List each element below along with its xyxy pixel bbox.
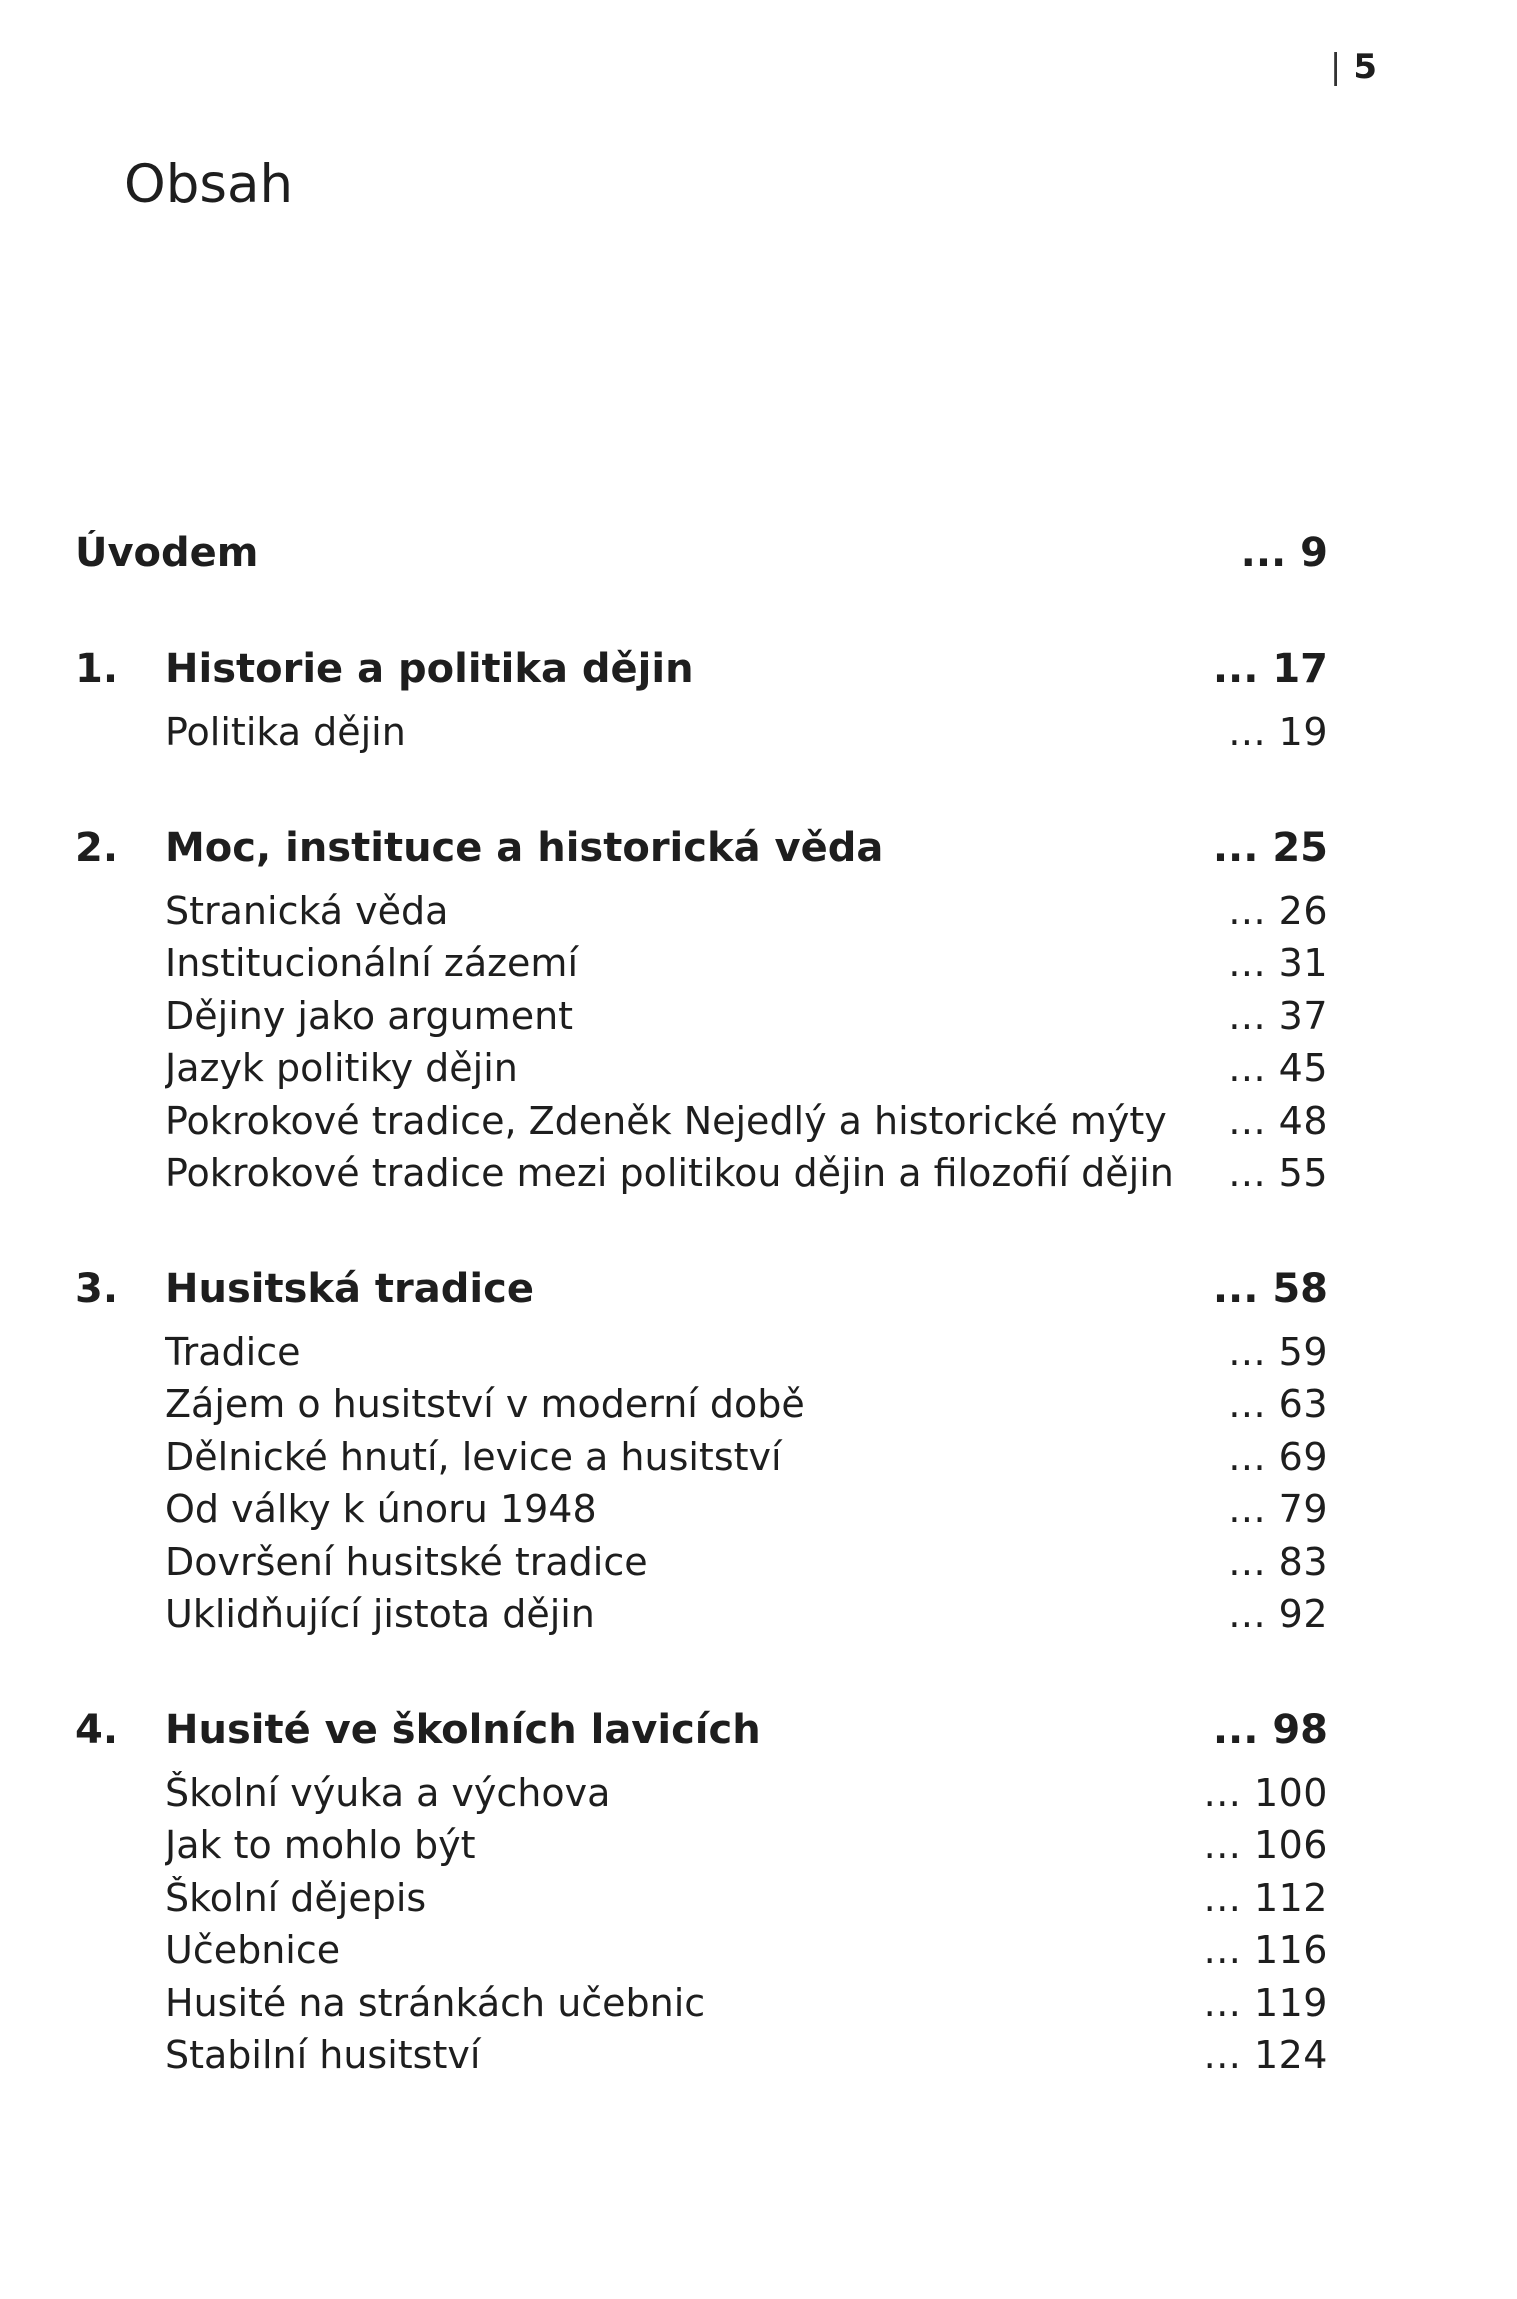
toc-chapter-block	[75, 825, 1328, 1204]
toc-chapter-number: 3.	[75, 1265, 119, 1312]
toc-section-page: ... 79	[1228, 1487, 1328, 1531]
toc-section-page: ... 37	[1228, 993, 1328, 1038]
toc-section-title: Dělnické hnutí, levice a husitství	[165, 1434, 782, 1479]
toc-chapter-page: ... 25	[1212, 824, 1328, 871]
toc-section-page: ... 119	[1203, 1980, 1328, 2025]
toc-section-entry	[75, 1099, 1328, 1152]
toc-section-entry	[75, 889, 1328, 942]
toc-section-page: ... 69	[1228, 1434, 1328, 1479]
toc-section-page: ... 92	[1228, 1592, 1328, 1636]
toc-section-entry	[75, 1771, 1328, 1824]
toc-chapter-title: Moc, instituce a historická věda	[165, 824, 884, 871]
toc-section-title: Dějiny jako argument	[165, 993, 574, 1038]
toc-chapter-entry	[75, 1707, 1328, 1765]
toc-chapter-title: Husitská tradice	[165, 1265, 534, 1312]
toc-section-page: ... 55	[1228, 1151, 1328, 1195]
toc-section-entry	[75, 1823, 1328, 1876]
toc-chapter-page: ... 17	[1212, 646, 1328, 692]
toc-chapter-page: ... 98	[1212, 1706, 1328, 1753]
toc-chapter-page: ... 58	[1212, 1265, 1328, 1312]
running-head	[1329, 47, 1377, 87]
toc-section-page: ... 83	[1228, 1539, 1328, 1584]
toc-section-entry	[75, 1540, 1328, 1593]
toc-section-title: Školní výuka a výchova	[165, 1770, 611, 1815]
toc-chapter-number: 2.	[75, 824, 119, 871]
toc-section-entry	[75, 1151, 1328, 1204]
toc-chapter-number: 4.	[75, 1706, 119, 1753]
toc-section-entry	[75, 1046, 1328, 1099]
toc-section-title: Jazyk politiky dějin	[165, 1046, 518, 1090]
toc-section-page: ... 106	[1203, 1823, 1328, 1867]
toc-section-title: Stranická věda	[165, 888, 449, 933]
toc-chapter-number: 1.	[75, 646, 119, 692]
page-title: Obsah	[124, 154, 294, 215]
toc-chapter-block	[75, 1707, 1328, 2086]
toc-section-page: ... 100	[1203, 1770, 1328, 1815]
toc-intro-page: ... 9	[1240, 530, 1328, 576]
toc-intro-title: Úvodem	[75, 530, 259, 576]
toc-section-title: Husité na stránkách učebnic	[165, 1980, 706, 2025]
toc-section-entry	[75, 1928, 1328, 1981]
toc-section-title: Od války k únoru 1948	[165, 1487, 597, 1531]
toc-section-page: ... 112	[1203, 1875, 1328, 1920]
toc-section-entry	[75, 710, 1328, 763]
toc-section-entry	[75, 994, 1328, 1047]
toc-section-title: Stabilní husitství	[165, 2033, 481, 2077]
toc-intro-entry	[75, 530, 1328, 586]
toc-chapter-title: Husité ve školních lavicích	[165, 1706, 761, 1753]
toc-chapter-block	[75, 1266, 1328, 1645]
toc-chapter-entry	[75, 1266, 1328, 1324]
toc-section-page: ... 124	[1203, 2033, 1328, 2077]
running-head-bar: |	[1329, 47, 1342, 87]
toc-section-title: Pokrokové tradice mezi politikou dějin a filozofií dějin	[165, 1151, 1174, 1195]
toc-section-entry	[75, 2033, 1328, 2086]
toc-section-page: ... 19	[1228, 710, 1328, 754]
toc-section-title: Školní dějepis	[165, 1875, 427, 1920]
toc-section-entry	[75, 1981, 1328, 2034]
toc-chapter-block	[75, 646, 1328, 763]
toc-section-page: ... 59	[1228, 1329, 1328, 1374]
toc-section-title: Politika dějin	[165, 710, 406, 754]
toc-section-entry	[75, 1592, 1328, 1645]
page-number: 5	[1353, 47, 1377, 87]
toc-chapter-entry	[75, 825, 1328, 883]
toc-chapters	[75, 646, 1328, 2086]
toc-section-page: ... 45	[1228, 1046, 1328, 1090]
toc-section-page: ... 48	[1228, 1098, 1328, 1143]
toc-section-entry	[75, 1382, 1328, 1435]
toc-section-page: ... 31	[1228, 941, 1328, 985]
toc-section-title: Učebnice	[165, 1928, 341, 1972]
toc-section-title: Uklidňující jistota dějin	[165, 1592, 595, 1636]
toc-section-title: Pokrokové tradice, Zdeněk Nejedlý a historické mýty	[165, 1098, 1167, 1143]
toc-chapter-entry	[75, 646, 1328, 704]
toc-section-entry	[75, 941, 1328, 994]
toc-section-page: ... 26	[1228, 888, 1328, 933]
toc-chapter-title: Historie a politika dějin	[165, 646, 694, 692]
toc-section-title: Dovršení husitské tradice	[165, 1539, 648, 1584]
toc-section-title: Institucionální zázemí	[165, 941, 579, 985]
toc-section-entry	[75, 1876, 1328, 1929]
table-of-contents	[75, 530, 1328, 2148]
toc-section-title: Zájem o husitství v moderní době	[165, 1382, 805, 1426]
toc-section-entry	[75, 1435, 1328, 1488]
toc-section-title: Jak to mohlo být	[165, 1823, 476, 1867]
toc-section-entry	[75, 1487, 1328, 1540]
toc-section-title: Tradice	[165, 1329, 301, 1374]
toc-section-page: ... 116	[1203, 1928, 1328, 1972]
toc-section-entry	[75, 1330, 1328, 1383]
toc-section-page: ... 63	[1228, 1382, 1328, 1426]
